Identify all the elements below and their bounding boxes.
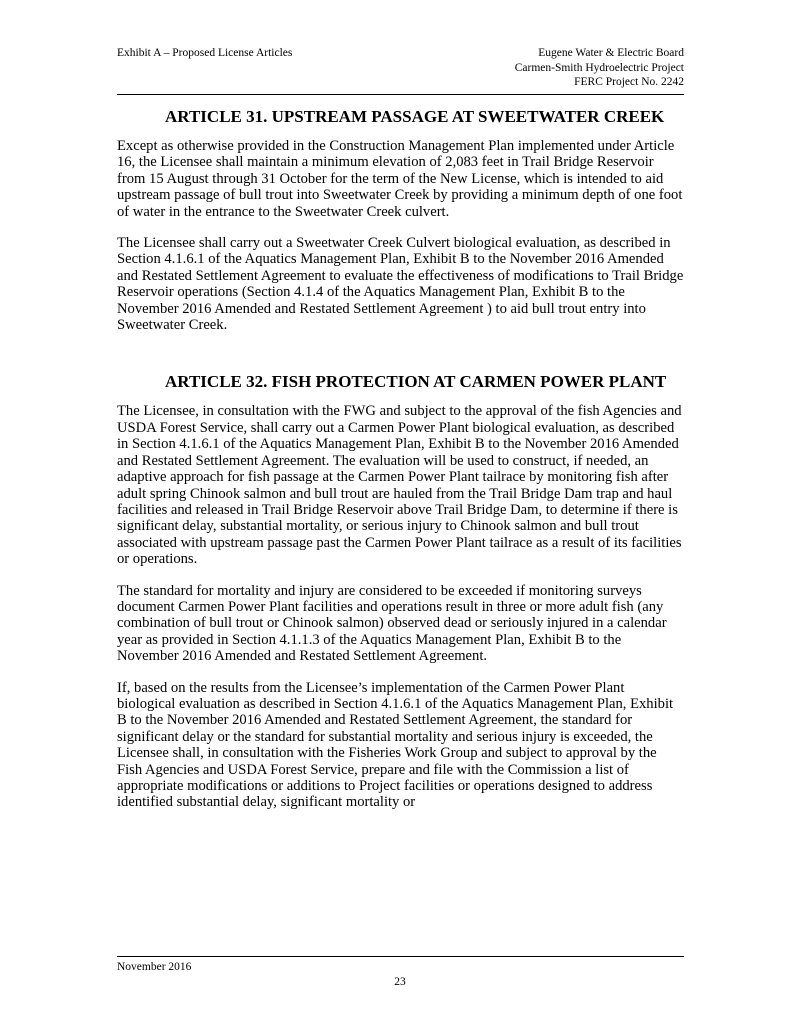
page-body bbox=[117, 106, 685, 826]
article-32-paragraph-2: The standard for mortality and injury are considered to be exceeded if monitoring surveys document Carmen Power Plant facilities and operations result in three or more adult fish (any combination of bull trout or Chinook salmon) observed dead or seriously injured in a calendar year as provided in Section 4.1.1.3 of the Aquatics Management Plan, Exhibit B to the November 2016 Amended and Restated Settlement Agreement. bbox=[117, 582, 667, 665]
footer-date: November 2016 bbox=[117, 961, 192, 973]
article-32-paragraph-3: If, based on the results from the Licensee’s implementation of the Carmen Power Plant biological evaluation as described in Section 4.1.6.1 of the Aquatics Management Plan, Exhibit B to the November 2016 Amended and Restated Settlement Agreement, the standard for significant delay or the standard for substantial mortality and serious injury is exceeded, the Licensee shall, in consultation with the Fisheries Work Group and subject to approval by the Fish Agencies and USDA Forest Service, prepare and file with the Commission a list of appropriate modifications or additions to Project facilities or operations designed to address identified substantial delay, significant mortality or bbox=[117, 679, 674, 811]
header-project-name: Carmen-Smith Hydroelectric Project bbox=[514, 61, 684, 74]
article-31-paragraph-2: The Licensee shall carry out a Sweetwater Creek Culvert biological evaluation, as described in Section 4.1.6.1 of the Aquatics Management Plan, Exhibit B to the November 2016 Amended and Restated Settlement Agreement to evaluate the effectiveness of modifications to Trail Bridge Reservoir operations (Section 4.1.4 of the Aquatics Management Plan, Exhibit B to the November 2016 Amended and Restated Settlement Agreement ) to aid bull trout entry into Sweetwater Creek. bbox=[117, 235, 684, 334]
header-divider bbox=[117, 94, 684, 95]
article-32 bbox=[117, 371, 685, 810]
article-31-title: ARTICLE 31. UPSTREAM PASSAGE AT SWEETWATER CREEK bbox=[165, 107, 665, 126]
article-31 bbox=[117, 106, 685, 333]
footer-divider bbox=[117, 956, 684, 957]
header-ferc-number: FERC Project No. 2242 bbox=[574, 76, 684, 88]
header-organization: Eugene Water & Electric Board bbox=[538, 47, 684, 59]
page-header bbox=[117, 46, 684, 94]
article-32-title: ARTICLE 32. FISH PROTECTION AT CARMEN POWER PLANT bbox=[165, 372, 667, 392]
article-32-paragraph-1: The Licensee, in consultation with the FWG and subject to the approval of the fish Agencies and USDA Forest Service, shall carry out a Carmen Power Plant biological evaluation, as described in Section 4.1.6.1 of the Aquatics Management Plan, Exhibit B to the November 2016 Amended and Restated Settlement Agreement. The evaluation will be used to construct, if needed, an adaptive approach for fish passage at the Carmen Power Plant tailrace by monitoring fish after adult spring Chinook salmon and bull trout are hauled from the Trail Bridge Dam trap and haul facilities and released in Trail Bridge Reservoir above Trail Bridge Dam, to determine if there is significant delay, substantial mortality, or serious injury to Chinook salmon and bull trout associated with upstream passage past the Carmen Power Plant tailrace as a result of its facilities or operations. bbox=[117, 403, 682, 568]
header-project-info bbox=[515, 46, 684, 90]
page-number: 23 bbox=[394, 976, 406, 988]
article-31-paragraph-1: Except as otherwise provided in the Construction Management Plan implemented under Article 16, the Licensee shall maintain a minimum elevation of 2,083 feet in Trail Bridge Reservoir from 15 August through 31 October for the term of the New License, which is intended to aid upstream passage of bull trout into Sweetwater Creek by providing a minimum depth of one foot of water in the entrance to the Sweetwater Creek culvert. bbox=[117, 138, 683, 220]
header-exhibit-title: Exhibit A – Proposed License Articles bbox=[117, 47, 293, 59]
